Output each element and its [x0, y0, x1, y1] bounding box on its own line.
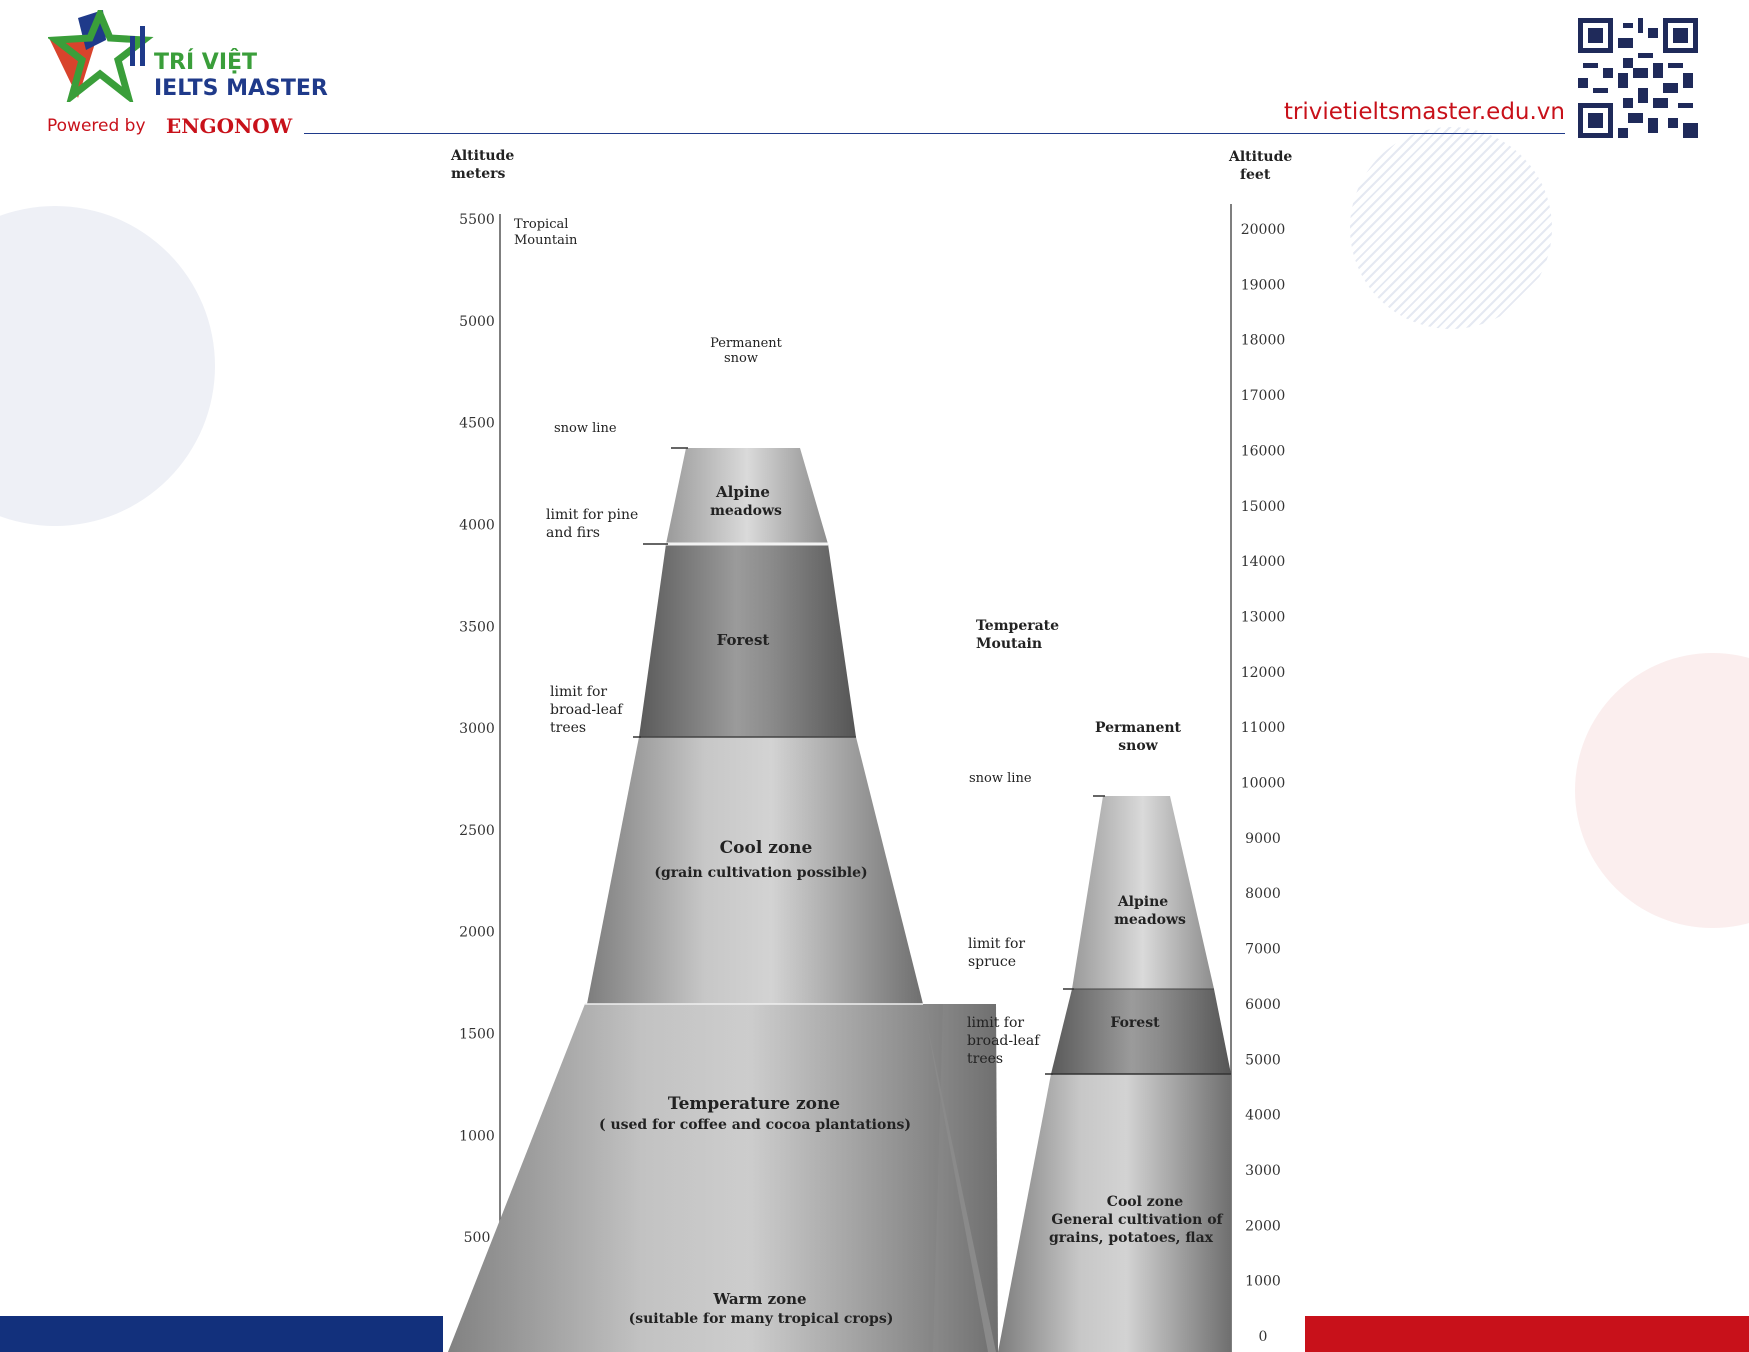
right-axis-tick-18000: 18000	[1240, 332, 1286, 349]
tropical-mountain	[448, 448, 998, 1352]
temperate-snow-line-label: snow line	[969, 771, 1032, 786]
right-axis-tick-12000: 12000	[1240, 664, 1286, 681]
decorative-circle-left	[0, 206, 215, 526]
tropical-warm-zone-title: Warm zone	[713, 1290, 807, 1308]
temperate-title-line1: Temperate	[976, 618, 1060, 634]
temperate-alpine-band	[1072, 796, 1214, 989]
right-axis-tick-0: 0	[1258, 1329, 1268, 1345]
altitude-zones-diagram	[443, 134, 1305, 1352]
right-axis-tick-14000: 14000	[1240, 554, 1286, 571]
temperate-spruce-limit-line2: spruce	[968, 954, 1016, 970]
tropical-permanent-snow-line1: Permanent	[710, 336, 782, 351]
temperate-broadleaf-limit-line3: trees	[967, 1051, 1004, 1067]
right-axis-tick-1000: 1000	[1245, 1273, 1281, 1290]
tropical-alpine-label-line2: meadows	[710, 503, 782, 519]
brand-engonow: ENGONOW	[166, 114, 293, 138]
left-axis-tick-2500: 2500	[459, 822, 495, 839]
right-axis-tick-9000: 9000	[1245, 830, 1281, 847]
tropical-title-line1: Tropical	[514, 217, 569, 232]
temperate-broadleaf-limit-line1: limit for	[967, 1015, 1025, 1031]
logo-line2: IELTS MASTER	[154, 76, 328, 101]
right-axis-title-line1: Altitude	[1229, 149, 1293, 165]
left-axis-tick-4500: 4500	[459, 415, 495, 432]
tropical-broadleaf-limit-line3: trees	[550, 720, 587, 736]
left-axis-tick-2000: 2000	[459, 924, 495, 941]
left-axis-tick-5000: 5000	[459, 313, 495, 330]
right-axis-tick-8000: 8000	[1245, 886, 1281, 903]
star-logo-icon	[48, 10, 154, 106]
decorative-circle-right	[1575, 653, 1749, 928]
tropical-permanent-snow-line2: snow	[724, 351, 758, 366]
temperate-alpine-label-line2: meadows	[1114, 912, 1186, 928]
right-axis-tick-3000: 3000	[1245, 1162, 1281, 1179]
left-axis-tick-1000: 1000	[459, 1128, 495, 1145]
right-axis-tick-15000: 15000	[1240, 498, 1286, 515]
temperate-broadleaf-limit-line2: broad-leaf	[967, 1033, 1040, 1049]
temperate-alpine-label-line1: Alpine	[1117, 894, 1169, 910]
temperate-permanent-snow-line2: snow	[1118, 738, 1158, 754]
left-axis-tick-4000: 4000	[459, 517, 495, 534]
right-axis-tick-11000: 11000	[1240, 720, 1286, 737]
right-axis-tick-19000: 19000	[1240, 277, 1286, 294]
decorative-striped-circle	[1350, 127, 1552, 329]
tropical-snow-line-label: snow line	[554, 421, 617, 436]
tropical-title-line2: Mountain	[514, 233, 578, 248]
right-axis-tick-13000: 13000	[1240, 609, 1286, 626]
right-axis-tick-7000: 7000	[1245, 941, 1281, 958]
footer-bar-blue	[0, 1316, 443, 1352]
left-axis-title-line2: meters	[451, 166, 506, 182]
temperate-forest-band	[1051, 989, 1231, 1074]
left-axis-tick-5500: 5500	[459, 212, 495, 228]
right-axis-title-line2: feet	[1240, 167, 1271, 183]
powered-by-label: Powered by	[47, 116, 146, 136]
temperate-title-line2: Moutain	[976, 636, 1043, 652]
tropical-temperature-zone-sub: ( used for coffee and cocoa plantations)	[598, 1117, 912, 1133]
right-axis-tick-2000: 2000	[1245, 1218, 1281, 1235]
right-axis-tick-20000: 20000	[1240, 222, 1286, 238]
website-link[interactable]: trivietieltsmaster.edu.vn	[1283, 99, 1565, 125]
temperate-cool-zone-line3: grains, potatoes, flax	[1049, 1230, 1213, 1246]
right-axis-ticks	[1241, 222, 1286, 1345]
temperate-mountain	[998, 796, 1231, 1352]
temperate-cool-zone-line2: General cultivation of	[1051, 1212, 1223, 1228]
left-axis-tick-500: 500	[463, 1230, 491, 1247]
logo-line1: TRÍ VIỆT	[154, 50, 258, 75]
temperate-permanent-snow-line1: Permanent	[1094, 720, 1182, 736]
tropical-warm-zone-sub: (suitable for many tropical crops)	[628, 1311, 894, 1327]
right-axis-tick-17000: 17000	[1240, 388, 1286, 405]
tropical-cool-zone-title: Cool zone	[719, 838, 813, 858]
temperate-spruce-limit-line1: limit for	[968, 936, 1026, 952]
temperate-forest-label: Forest	[1110, 1015, 1160, 1031]
tropical-broadleaf-limit-line1: limit for	[550, 684, 608, 700]
right-axis-tick-4000: 4000	[1245, 1107, 1281, 1124]
left-axis-tick-1500: 1500	[459, 1026, 495, 1043]
tropical-temperature-upper	[448, 1004, 943, 1352]
tropical-cool-zone-sub: (grain cultivation possible)	[654, 865, 868, 881]
right-axis-tick-5000: 5000	[1245, 1052, 1281, 1069]
qr-code-icon	[1578, 18, 1698, 138]
tropical-alpine-label-line1: Alpine	[716, 483, 770, 501]
footer-bar-red	[1305, 1316, 1749, 1352]
tropical-pine-limit-line1: limit for pine	[546, 507, 639, 523]
tropical-temperature-zone-title: Temperature zone	[667, 1094, 841, 1114]
left-axis-title-line1: Altitude	[451, 148, 515, 164]
left-axis-tick-3500: 3500	[459, 619, 495, 636]
left-axis-ticks	[459, 212, 495, 1348]
right-axis-tick-16000: 16000	[1240, 443, 1286, 460]
left-axis-tick-3000: 3000	[459, 721, 495, 738]
tropical-forest-label: Forest	[716, 631, 770, 649]
temperate-cool-zone-line1: Cool zone	[1106, 1194, 1184, 1210]
tropical-pine-limit-line2: and firs	[546, 525, 600, 541]
tropical-broadleaf-limit-line2: broad-leaf	[550, 702, 623, 718]
right-axis-tick-10000: 10000	[1240, 775, 1286, 792]
right-axis-tick-6000: 6000	[1245, 996, 1281, 1013]
